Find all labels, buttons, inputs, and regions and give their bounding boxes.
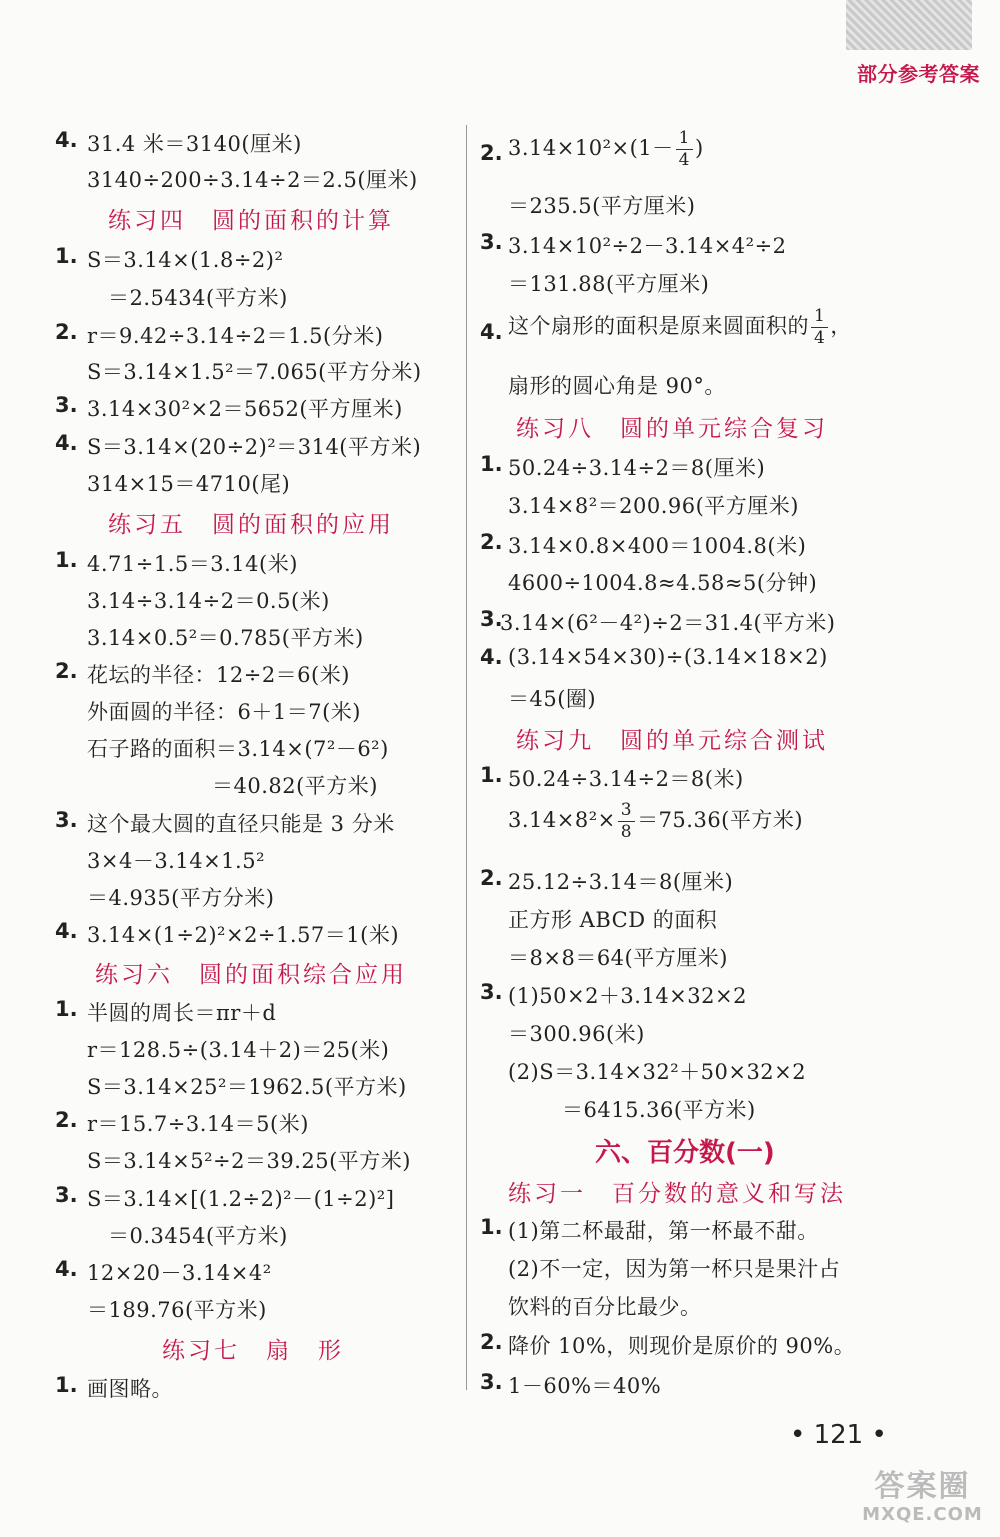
answer-line: 3.14×(6²－4²)÷2＝31.4(平方米) — [500, 611, 836, 635]
answer-line: (1)50×2＋3.14×32×2 — [508, 984, 747, 1008]
item-number: 4. — [55, 128, 78, 152]
formula-text: 3.14×10²×(1－ — [508, 136, 674, 160]
answer-line: 石子路的面积＝3.14×(7²－6²) — [87, 737, 389, 761]
answer-line: 1－60%＝40% — [508, 1374, 662, 1398]
answer-line: 50.24÷3.14÷2＝8(米) — [508, 767, 744, 791]
page-number: • 121 • — [790, 1420, 887, 1450]
item-number: 1. — [55, 1373, 78, 1397]
item-number: 1. — [480, 763, 503, 787]
answer-line: 4600÷1004.8≈4.58≈5(分钟) — [508, 571, 818, 595]
item-number: 2. — [55, 1108, 78, 1132]
answer-line: r＝15.7÷3.14＝5(米) — [87, 1112, 309, 1136]
section-heading: 练习四 圆的面积的计算 — [108, 208, 394, 234]
denominator: 8 — [620, 822, 633, 842]
item-number: 1. — [480, 1215, 503, 1239]
answer-line: ＝6415.36(平方米) — [562, 1098, 756, 1122]
answer-line: 降价 10%，则现价是原价的 90%。 — [508, 1334, 856, 1358]
denominator: 4 — [678, 150, 690, 170]
answer-line: 花坛的半径：12÷2＝6(米) — [87, 663, 350, 687]
header-block — [830, 0, 1000, 90]
item-number: 4. — [480, 645, 503, 669]
answer-line: (1)第二杯最甜，第一杯最不甜。 — [508, 1219, 819, 1243]
item-number: 1. — [55, 244, 78, 268]
item-number: 1. — [480, 452, 503, 476]
item-number: 2. — [480, 141, 503, 165]
answer-line: 12×20－3.14×4² — [87, 1261, 272, 1285]
answer-line: 50.24÷3.14÷2＝8(厘米) — [508, 456, 766, 480]
answer-line — [508, 130, 704, 169]
item-number: 2. — [480, 530, 503, 554]
item-number: 2. — [55, 659, 78, 683]
denominator: 4 — [814, 328, 826, 348]
formula-text: ＝75.36(平方米) — [637, 808, 804, 832]
answer-line: ＝40.82(平方米) — [212, 774, 379, 798]
item-number: 2. — [55, 320, 78, 344]
item-number: 3. — [55, 808, 78, 832]
answer-line: ＝8×8＝64(平方厘米) — [508, 946, 728, 970]
item-number: 3. — [480, 1370, 503, 1394]
item-number: 3. — [480, 980, 503, 1004]
section-heading: 练习五 圆的面积的应用 — [108, 512, 394, 538]
answer-line: ＝131.88(平方厘米) — [508, 272, 710, 296]
answer-line: 31.4 米＝3140(厘米) — [87, 132, 302, 156]
answer-line: (2)不一定，因为第一杯只是果汁占 — [508, 1257, 841, 1281]
answer-line: 3.14×8²＝200.96(平方厘米) — [508, 494, 799, 518]
answer-line: ＝300.96(米) — [508, 1022, 645, 1046]
answer-line: (3.14×54×30)÷(3.14×18×2) — [508, 645, 828, 669]
answer-line: 3.14×0.8×400＝1004.8(米) — [508, 534, 807, 558]
answer-line: 这个最大圆的直径只能是 3 分米 — [87, 812, 395, 836]
item-number: 1. — [55, 548, 78, 572]
item-number: 4. — [55, 1257, 78, 1281]
item-number: 3. — [55, 393, 78, 417]
answer-text: 这个扇形的面积是原来圆面积的 — [508, 314, 809, 338]
chapter-heading: 六、百分数(一) — [595, 1138, 775, 1168]
section-heading: 练习七 扇 形 — [162, 1338, 344, 1364]
item-number: 1. — [55, 997, 78, 1021]
answer-line: S＝3.14×5²÷2＝39.25(平方米) — [87, 1149, 411, 1173]
answer-line: 画图略。 — [87, 1377, 173, 1401]
answer-line: S＝3.14×1.5²＝7.065(平方分米) — [87, 360, 422, 384]
formula-text: ) — [694, 136, 704, 160]
watermark-url: MXQE.COM — [862, 1504, 983, 1525]
answer-line: 饮料的百分比最少。 — [508, 1295, 702, 1319]
item-number: 4. — [480, 320, 503, 344]
item-number: 2. — [480, 1330, 503, 1354]
answer-line: r＝9.42÷3.14÷2＝1.5(分米) — [87, 324, 384, 348]
column-divider — [466, 125, 467, 1390]
answer-line: ＝2.5434(平方米) — [108, 286, 288, 310]
answer-line: (2)S＝3.14×32²＋50×32×2 — [508, 1060, 807, 1084]
answer-line: 314×15＝4710(尾) — [87, 472, 291, 496]
item-number: 4. — [55, 919, 78, 943]
answer-line: ＝189.76(平方米) — [87, 1298, 267, 1322]
fraction — [676, 130, 693, 169]
section-heading: 练习八 圆的单元综合复习 — [516, 416, 828, 442]
header-label: 部分参考答案 — [857, 62, 980, 86]
item-number: 3. — [55, 1183, 78, 1207]
answer-line: S＝3.14×[(1.2÷2)²－(1÷2)²] — [87, 1187, 395, 1211]
answer-line: 3.14×30²×2＝5652(平方厘米) — [87, 397, 403, 421]
answer-line: S＝3.14×(1.8÷2)² — [87, 248, 284, 272]
watermark-text: 答案圈 — [874, 1469, 971, 1504]
section-heading: 练习一 百分数的意义和写法 — [508, 1181, 846, 1207]
item-number: 3. — [480, 607, 503, 631]
item-number: 3. — [480, 230, 503, 254]
answer-line: 3140÷200÷3.14÷2＝2.5(厘米) — [87, 168, 418, 192]
answer-line: 3.14×(1÷2)²×2÷1.57＝1(米) — [87, 923, 400, 947]
item-number: 2. — [480, 866, 503, 890]
watermark-logo — [850, 1470, 995, 1530]
section-heading: 练习九 圆的单元综合测试 — [516, 728, 828, 754]
item-number: 4. — [55, 431, 78, 455]
answer-line: 4.71÷1.5＝3.14(米) — [87, 552, 298, 576]
answer-line: r＝128.5÷(3.14＋2)＝25(米) — [87, 1038, 390, 1062]
answer-line — [508, 802, 803, 841]
answer-line: 25.12÷3.14＝8(厘米) — [508, 870, 734, 894]
answer-line: 扇形的圆心角是 90°。 — [508, 374, 726, 398]
numerator: 3 — [618, 802, 635, 822]
answer-line: ＝4.935(平方分米) — [87, 886, 275, 910]
numerator: 1 — [811, 308, 828, 328]
formula-text: 3.14×8²× — [508, 808, 616, 832]
answer-line: ＝45(圈) — [508, 687, 597, 711]
answer-line: 3×4－3.14×1.5² — [87, 849, 265, 873]
answer-line: S＝3.14×(20÷2)²＝314(平方米) — [87, 435, 422, 459]
answer-line — [508, 308, 852, 347]
section-heading: 练习六 圆的面积综合应用 — [95, 962, 407, 988]
fraction — [811, 308, 828, 347]
fraction — [618, 802, 635, 841]
answer-line: 正方形 ABCD 的面积 — [508, 908, 718, 932]
answer-line: 外面圆的半径：6＋1＝7(米) — [87, 700, 361, 724]
header-decoration-image — [846, 0, 972, 50]
answer-line: ＝0.3454(平方米) — [108, 1224, 288, 1248]
answer-text: ， — [830, 314, 852, 338]
answer-line: S＝3.14×25²＝1962.5(平方米) — [87, 1075, 407, 1099]
answer-line: ＝235.5(平方厘米) — [508, 194, 696, 218]
answer-line: 3.14÷3.14÷2＝0.5(米) — [87, 589, 330, 613]
numerator: 1 — [676, 130, 693, 150]
answer-line: 3.14×0.5²＝0.785(平方米) — [87, 626, 364, 650]
answer-line: 半圆的周长＝πr＋d — [87, 1001, 277, 1025]
answer-line: 3.14×10²÷2－3.14×4²÷2 — [508, 234, 787, 258]
